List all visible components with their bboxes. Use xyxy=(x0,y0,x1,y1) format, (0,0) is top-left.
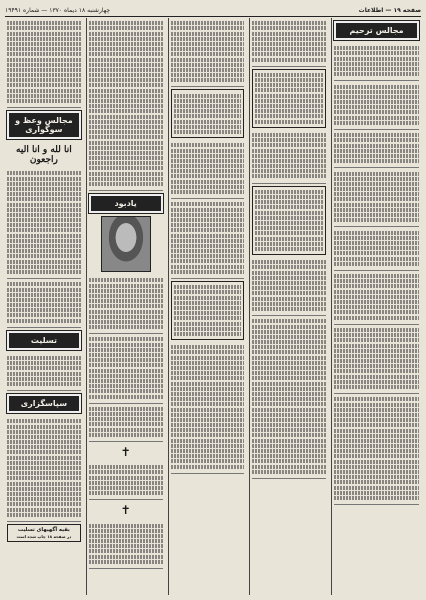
notice-block xyxy=(252,18,326,67)
notice-block xyxy=(7,18,81,108)
heading-sepasgozari: سپاسگزاری xyxy=(7,394,81,413)
heading-yadbood: یادبود xyxy=(89,194,163,213)
masthead-page-label: صفحه ۱۹ — اطلاعات xyxy=(358,6,421,14)
cross-icon: ✝ xyxy=(120,503,131,518)
notice-block xyxy=(334,394,419,505)
notice-block xyxy=(89,275,163,334)
notice-block xyxy=(334,325,419,394)
column-5 xyxy=(5,18,83,595)
notice-block xyxy=(252,257,326,316)
columns xyxy=(5,18,421,595)
tasliat-continued-subtitle: در صفحه ۱۸ چاپ شده است xyxy=(16,533,72,539)
notice-block xyxy=(252,186,326,255)
notice-block xyxy=(7,168,81,279)
notice-block xyxy=(171,18,245,87)
notice-block xyxy=(334,81,419,130)
notice-block xyxy=(89,18,163,191)
column-1 xyxy=(331,18,421,595)
notice-block xyxy=(334,43,419,81)
notice-block xyxy=(252,130,326,184)
notice-block xyxy=(7,353,81,391)
column-4 xyxy=(86,18,165,595)
column-3 xyxy=(168,18,247,595)
inna-lillah-heading: انا لله و انا الیه راجعون xyxy=(16,145,72,166)
heading-tasliat: تسلیت xyxy=(7,331,81,350)
notice-block xyxy=(252,316,326,479)
cross-icon: ✝ xyxy=(120,445,131,459)
tasliat-continued-title: بقیه آگهیهای تسلیت xyxy=(17,526,70,533)
notice-block xyxy=(89,462,163,500)
notice-block xyxy=(334,271,419,325)
notice-block xyxy=(89,334,163,403)
notice-block xyxy=(334,130,419,168)
notice-block xyxy=(171,281,245,340)
masthead xyxy=(5,4,421,17)
notice-block xyxy=(7,416,81,522)
heading-majales-tarhim: مجالس ترحیم xyxy=(334,21,419,40)
notice-block xyxy=(89,520,163,569)
notice-block xyxy=(7,279,81,328)
notice-block xyxy=(171,199,245,279)
tasliat-continued-notice xyxy=(7,524,81,542)
notice-block xyxy=(171,342,245,474)
notice-block xyxy=(171,89,245,138)
notice-block xyxy=(334,227,419,271)
column-2 xyxy=(249,18,328,595)
notice-block xyxy=(252,69,326,128)
portrait-photo xyxy=(101,216,151,272)
masthead-date: چهارشنبه ۱۸ دیماه ۱۳۷۰ — شماره ۱۹۴۹۱ xyxy=(5,6,111,14)
notice-block xyxy=(171,140,245,199)
notice-block xyxy=(89,404,163,442)
notice-block xyxy=(334,168,419,227)
heading-majales-vaz: مجالس وعظ و سوگواری xyxy=(7,111,81,139)
